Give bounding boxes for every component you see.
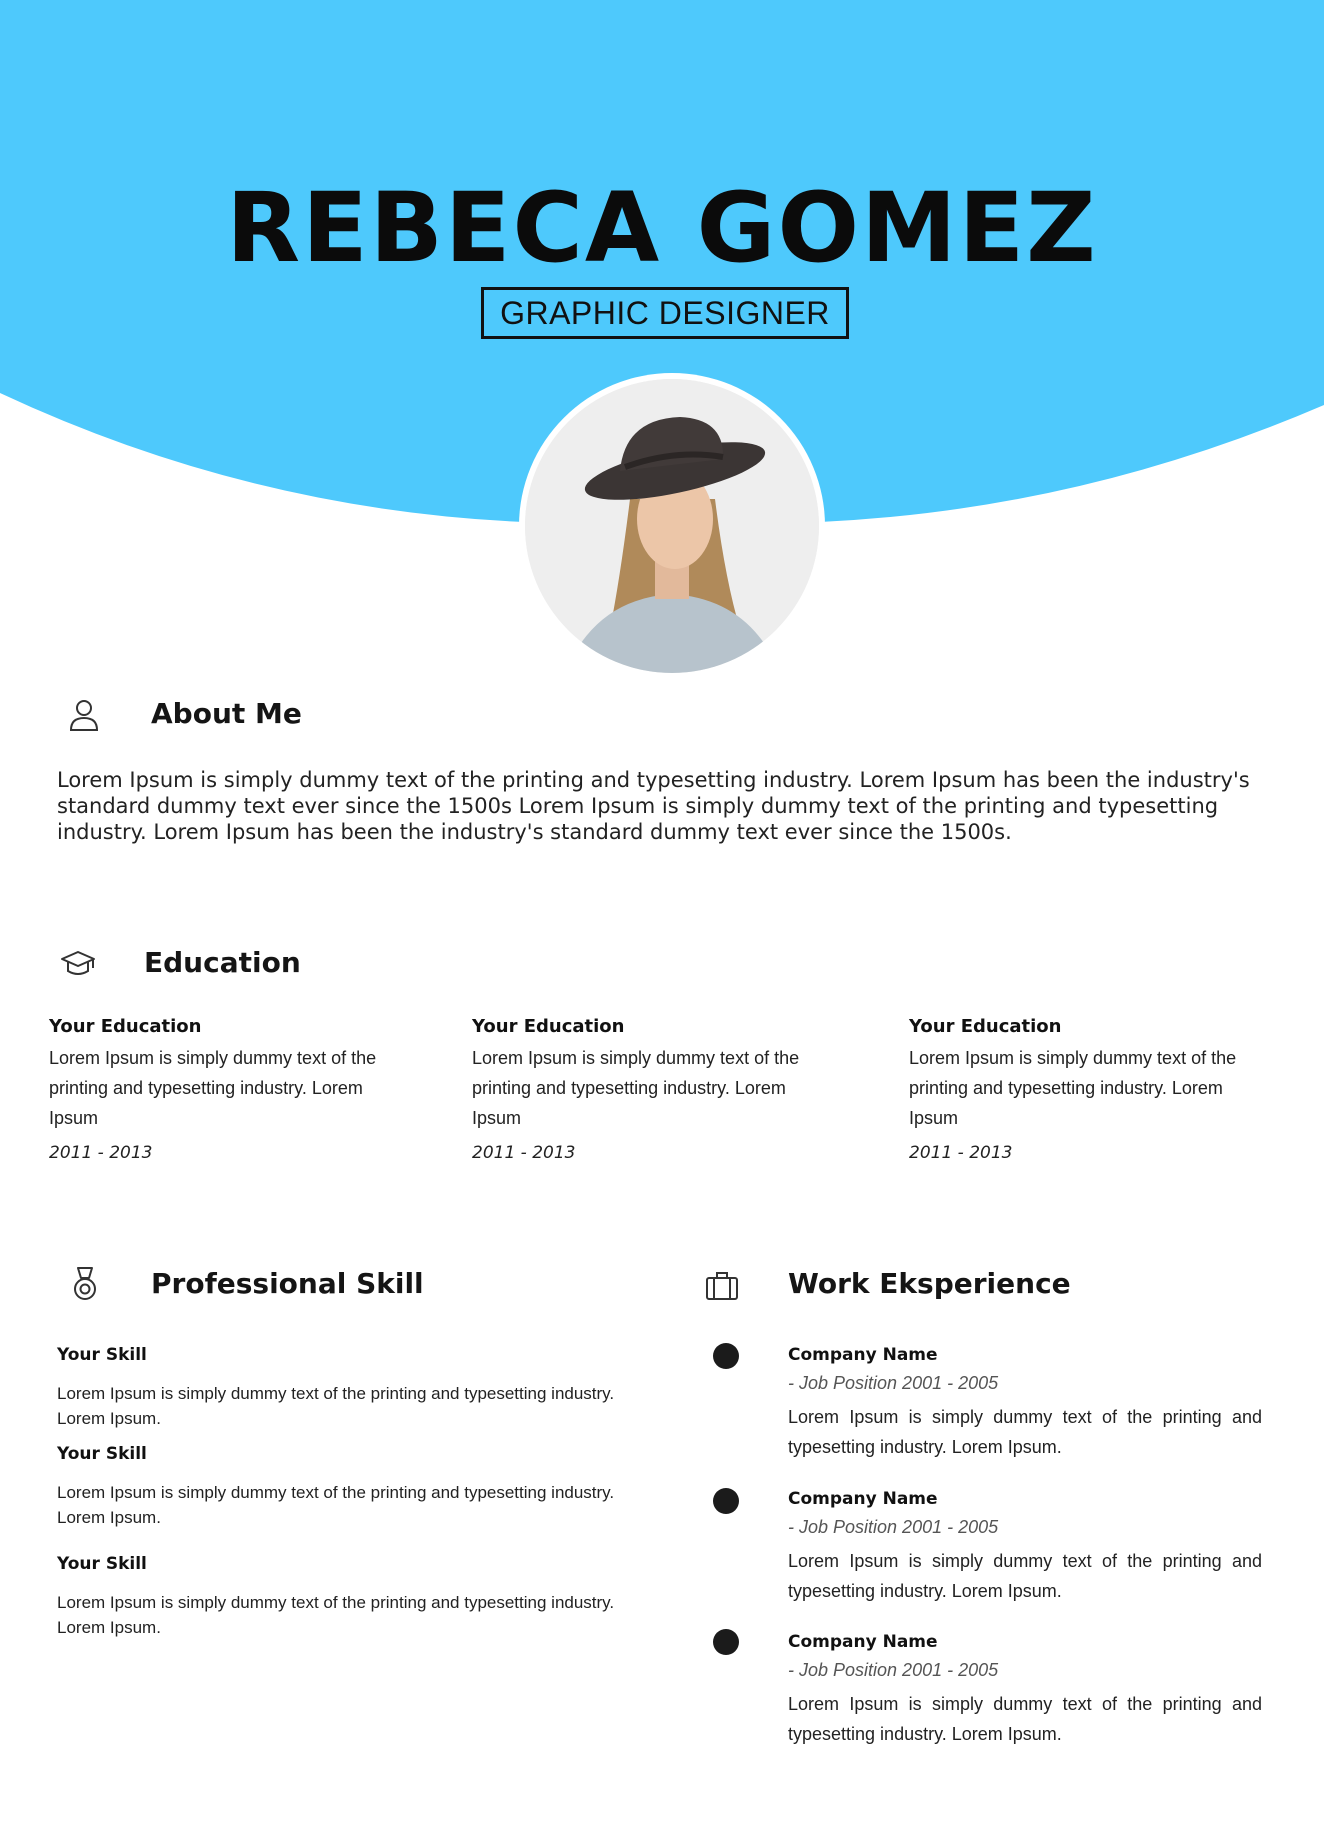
skill-item-title: Your Skill [57, 1345, 147, 1365]
education-item-title: Your Education [49, 1016, 202, 1037]
education-item-years: 2011 - 2013 [472, 1143, 576, 1163]
work-company: Company Name [788, 1632, 938, 1652]
work-position: - Job Position 2001 - 2005 [788, 1373, 999, 1393]
education-item-desc: Lorem Ipsum is simply dummy text of the printing and typesetting industry. Lorem Ipsum [49, 1048, 377, 1128]
education-item [49, 1016, 379, 1163]
skill-item-desc: Lorem Ipsum is simply dummy text of the printing and typesetting industry. Lorem Ipsum. [57, 1593, 615, 1637]
skills-title: Professional Skill [151, 1267, 424, 1300]
work-desc: Lorem Ipsum is simply dummy text of the printing and typesetting industry. Lorem Ipsum. [788, 1694, 1262, 1744]
education-item-title: Your Education [909, 1016, 1062, 1037]
work-company: Company Name [788, 1345, 938, 1365]
work-item [788, 1345, 1262, 1462]
timeline-dot [713, 1488, 739, 1514]
education-item-desc: Lorem Ipsum is simply dummy text of the printing and typesetting industry. Lorem Ipsum [909, 1048, 1237, 1128]
skill-item [57, 1345, 617, 1431]
education-item [472, 1016, 802, 1163]
skill-item [57, 1444, 617, 1530]
education-item-title: Your Education [472, 1016, 625, 1037]
skill-item-desc: Lorem Ipsum is simply dummy text of the printing and typesetting industry. Lorem Ipsum. [57, 1384, 615, 1428]
job-title: GRAPHIC DESIGNER [500, 294, 830, 331]
about-text: Lorem Ipsum is simply dummy text of the printing and typesetting industry. Lorem Ipsum has been the industry's standard dummy text ever since the 1500s Lorem Ipsum is simply dummy text of the printing and typesetting industry. Lorem Ipsum has been the industry's standard dummy text ever since the 1500s. [57, 768, 1250, 844]
skill-item-title: Your Skill [57, 1444, 147, 1464]
portrait-illustration [525, 379, 819, 673]
candidate-name: REBECA GOMEZ [226, 172, 1098, 284]
work-desc: Lorem Ipsum is simply dummy text of the printing and typesetting industry. Lorem Ipsum. [788, 1407, 1262, 1457]
education-title: Education [144, 946, 301, 979]
medal-icon [72, 1266, 98, 1302]
work-item [788, 1489, 1262, 1606]
work-company: Company Name [788, 1489, 938, 1509]
work-desc: Lorem Ipsum is simply dummy text of the printing and typesetting industry. Lorem Ipsum. [788, 1551, 1262, 1601]
education-item [909, 1016, 1239, 1163]
work-item [788, 1632, 1262, 1749]
work-title: Work Eksperience [788, 1267, 1071, 1300]
work-position: - Job Position 2001 - 2005 [788, 1517, 999, 1537]
user-icon [68, 698, 100, 732]
skill-item [57, 1554, 617, 1640]
education-item-years: 2011 - 2013 [909, 1143, 1013, 1163]
work-position: - Job Position 2001 - 2005 [788, 1660, 999, 1680]
about-title: About Me [151, 697, 302, 730]
education-item-desc: Lorem Ipsum is simply dummy text of the printing and typesetting industry. Lorem Ipsum [472, 1048, 800, 1128]
timeline-dot [713, 1629, 739, 1655]
profile-photo [525, 379, 819, 673]
briefcase-icon [705, 1271, 739, 1301]
timeline-dot [713, 1343, 739, 1369]
job-title-box [481, 287, 849, 339]
skill-item-title: Your Skill [57, 1554, 147, 1574]
skill-item-desc: Lorem Ipsum is simply dummy text of the printing and typesetting industry. Lorem Ipsum. [57, 1483, 615, 1527]
graduation-cap-icon [60, 950, 96, 978]
education-item-years: 2011 - 2013 [49, 1143, 153, 1163]
